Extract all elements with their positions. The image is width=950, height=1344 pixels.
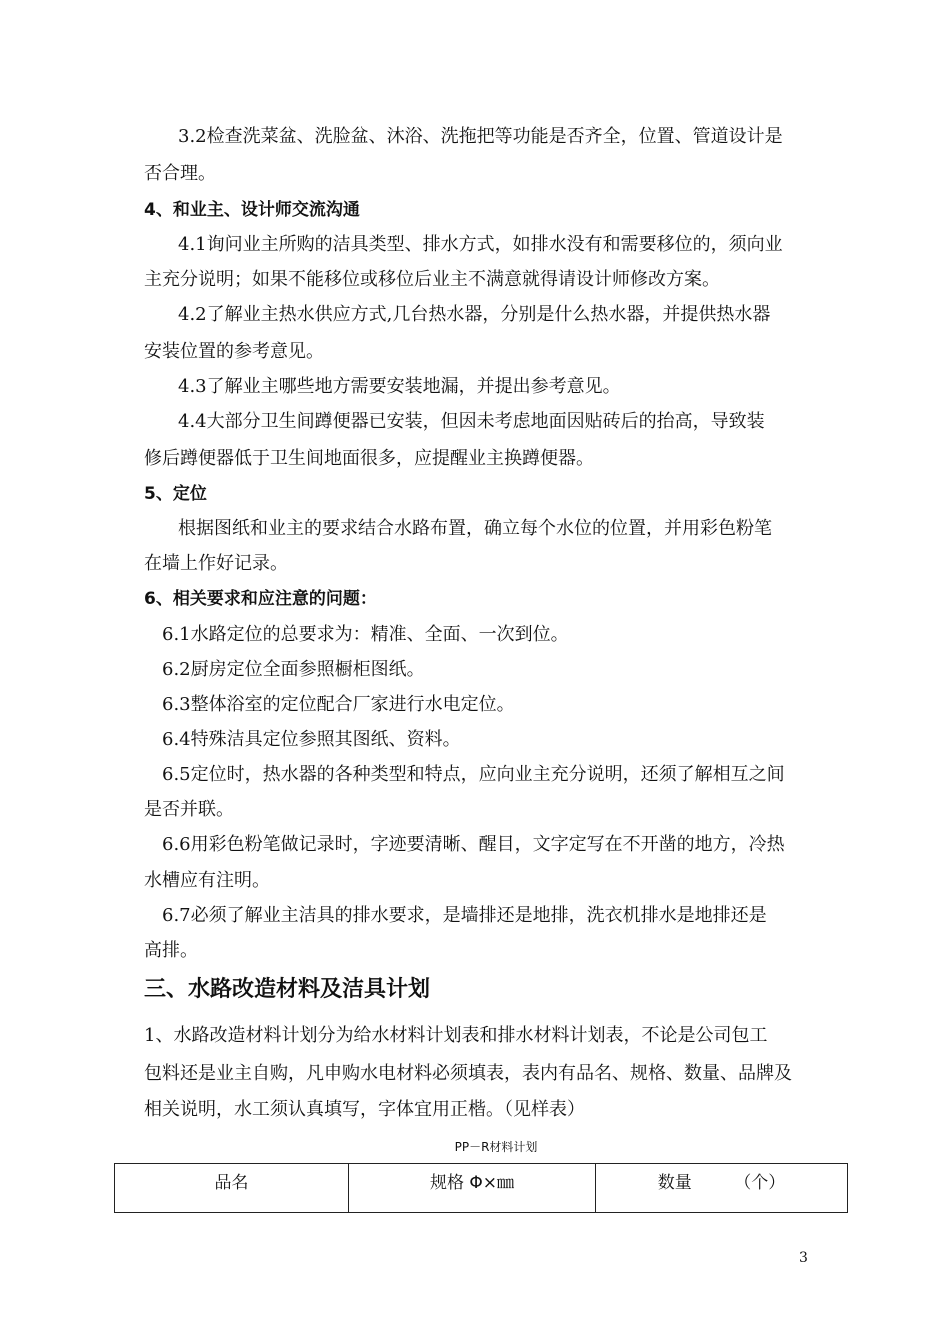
table-header-row	[115, 1164, 848, 1213]
section-heading-6: 6、相关要求和应注意的问题：	[144, 589, 377, 609]
material-plan-table	[114, 1163, 848, 1213]
header-specification: 规格 Φ×㎜	[349, 1164, 596, 1213]
paragraph-6-5-line-1: 6.5定位时，热水器的各种类型和特点，应向业主充分说明，还须了解相互之间	[162, 764, 785, 785]
paragraph-materials-line-1: 1、水路改造材料计划分为给水材料计划表和排水材料计划表，不论是公司包工	[144, 1025, 768, 1046]
table-caption: PP－R材料计划	[454, 1140, 538, 1154]
paragraph-6-6-line-1: 6.6用彩色粉笔做记录时，字迹要清晰、醒目，文字定写在不开凿的地方，冷热	[162, 834, 785, 855]
header-quantity: 数量 （个）	[596, 1164, 848, 1213]
paragraph-4-2-line-2: 安装位置的参考意见。	[144, 341, 324, 362]
paragraph-4-3: 4.3了解业主哪些地方需要安装地漏，并提出参考意见。	[178, 376, 621, 397]
paragraph-6-2: 6.2厨房定位全面参照橱柜图纸。	[162, 659, 425, 680]
section-heading-4: 4、和业主、设计师交流沟通	[144, 200, 360, 220]
paragraph-4-1-line-1: 4.1询问业主所购的洁具类型、排水方式，如排水没有和需要移位的，须向业	[178, 234, 783, 255]
paragraph-materials-line-2: 包料还是业主自购，凡申购水电材料必须填表，表内有品名、规格、数量、品牌及	[144, 1063, 792, 1084]
paragraph-5-line-2: 在墙上作好记录。	[144, 553, 288, 574]
paragraph-4-4-line-2: 修后蹲便器低于卫生间地面很多，应提醒业主换蹲便器。	[144, 448, 594, 469]
paragraph-6-5-line-2: 是否并联。	[144, 799, 234, 820]
paragraph-3-2-line-2: 否合理。	[144, 163, 216, 184]
paragraph-4-2-line-1: 4.2了解业主热水供应方式,几台热水器，分别是什么热水器，并提供热水器	[178, 304, 771, 325]
chapter-heading-3: 三、水路改造材料及洁具计划	[144, 977, 431, 1002]
paragraph-6-1: 6.1水路定位的总要求为：精准、全面、一次到位。	[162, 624, 569, 645]
paragraph-4-1-line-2: 主充分说明；如果不能移位或移位后业主不满意就得请设计师修改方案。	[144, 269, 720, 290]
paragraph-materials-line-3: 相关说明，水工须认真填写，字体宜用正楷。（见样表）	[144, 1099, 585, 1120]
paragraph-6-7-line-2: 高排。	[144, 940, 198, 961]
paragraph-6-3: 6.3整体浴室的定位配合厂家进行水电定位。	[162, 694, 515, 715]
paragraph-4-4-line-1: 4.4大部分卫生间蹲便器已安装，但因未考虑地面因贴砖后的抬高，导致装	[178, 411, 765, 432]
paragraph-3-2-line-1: 3.2检查洗菜盆、洗脸盆、沐浴、洗拖把等功能是否齐全，位置、管道设计是	[178, 126, 783, 147]
paragraph-6-4: 6.4特殊洁具定位参照其图纸、资料。	[162, 729, 461, 750]
header-product-name: 品名	[115, 1164, 349, 1213]
paragraph-6-6-line-2: 水槽应有注明。	[144, 870, 270, 891]
section-heading-5: 5、定位	[144, 484, 207, 504]
page-number: 3	[799, 1250, 808, 1266]
paragraph-5-line-1: 根据图纸和业主的要求结合水路布置，确立每个水位的位置，并用彩色粉笔	[178, 518, 772, 539]
paragraph-6-7-line-1: 6.7必须了解业主洁具的排水要求，是墙排还是地排，洗衣机排水是地排还是	[162, 905, 767, 926]
